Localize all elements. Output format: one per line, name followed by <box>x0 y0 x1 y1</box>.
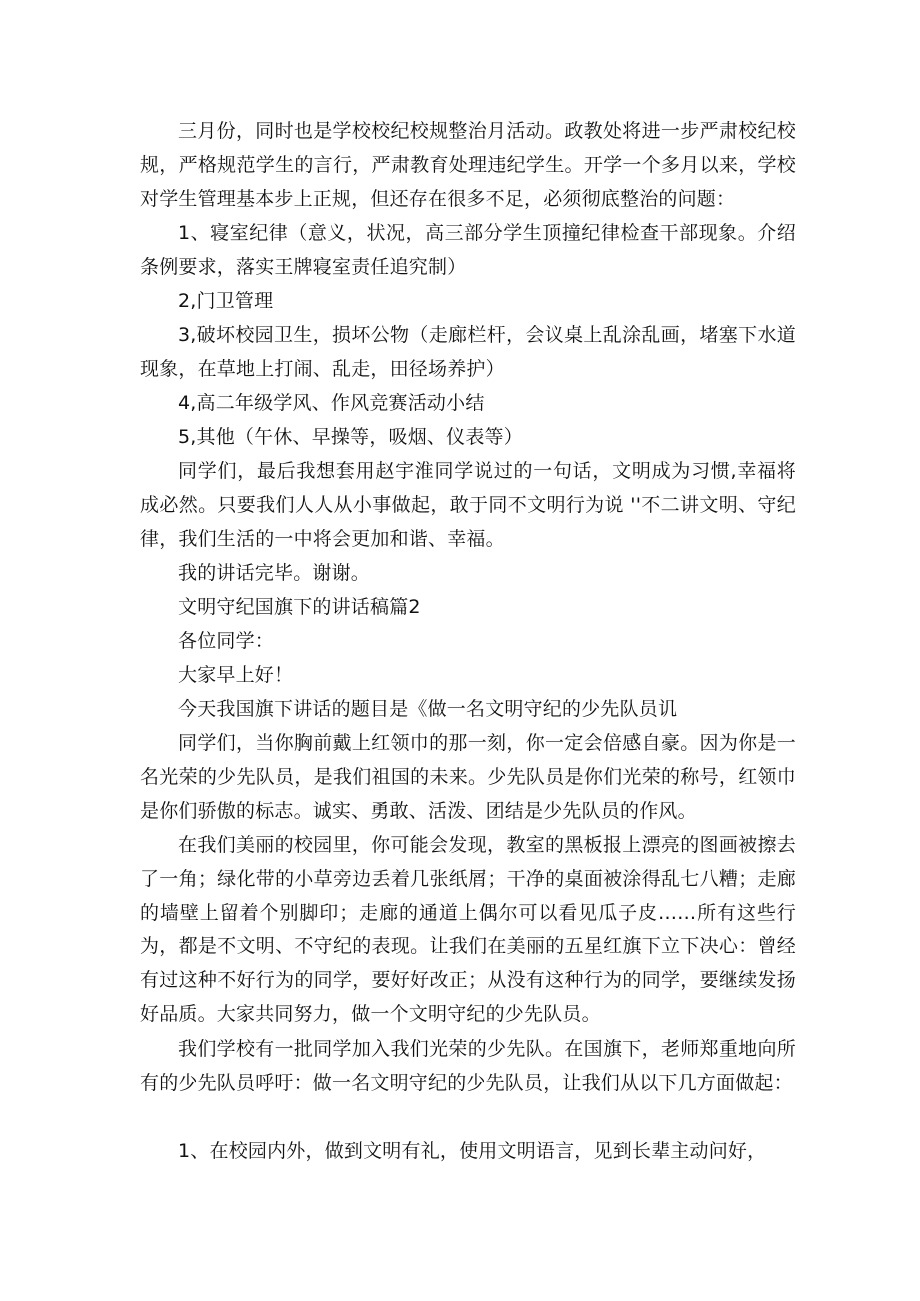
paragraph-3: 2,门卫管理 <box>178 290 274 312</box>
paragraph-16: 1、在校园内外，做到文明有礼，使用文明语言，见到长辈主动问好， <box>178 1140 767 1162</box>
paragraph-6: 5,其他（午休、早操等，吸烟、仪表等） <box>178 426 523 448</box>
paragraph-2: 1、寝室纪律（意义，状况，高三部分学生顶撞纪律检查干部现象。介绍条例要求，落实王牌寝室责任追究制） <box>140 222 796 278</box>
paragraph-8: 我的讲话完毕。谢谢。 <box>178 562 371 584</box>
salutation: 各位同学： <box>178 630 275 652</box>
paragraph-4: 3,破坏校园卫生，损坏公物（走廊栏杆，会议桌上乱涂乱画，堵塞下水道现象，在草地上打闹、乱走，田径场养护） <box>140 324 796 380</box>
paragraph-5: 4,高二年级学风、作风竞赛活动小结 <box>178 392 485 414</box>
section-heading: 文明守纪国旗下的讲话稿篇2 <box>178 596 421 618</box>
paragraph-14: 在我们美丽的校园里，你可能会发现，教室的黑板报上漂亮的图画被擦去了一角；绿化带的小草旁边丢着几张纸屑；干净的桌面被涂得乱七八糟；走廊的墙壁上留着个别脚印；走廊的通道上偶尔可以看见瓜子皮……所有这些行为，都是不文明、不守纪的表现。让我们在美丽的五星红旗下立下决心：曾经有过这种不好行为的同学，要好好改正；从没有这种行为的同学，要继续发扬好品质。大家共同努力，做一个文明守纪的少先队员。 <box>140 834 796 1025</box>
paragraph-15: 我们学校有一批同学加入我们光荣的少先队。在国旗下，老师郑重地向所有的少先队员呼吁：做一名文明守纪的少先队员，让我们从以下几方面做起： <box>140 1038 796 1094</box>
paragraph-1: 三月份，同时也是学校校纪校规整治月活动。政教处将进一步严肃校纪校规，严格规范学生的言行，严肃教育处理违纪学生。开学一个多月以来，学校对学生管理基本步上正规，但还存在很多不足，必须彻底整治的问题： <box>140 120 796 210</box>
paragraph-13: 同学们，当你胸前戴上红领巾的那一刻，你一定会倍感自豪。因为你是一名光荣的少先队员，是我们祖国的未来。少先队员是你们光荣的称号，红领巾是你们骄傲的标志。诚实、勇敢、活泼、团结是少先队员的作风。 <box>140 732 796 822</box>
speech-topic: 今天我国旗下讲话的题目是《做一名文明守纪的少先队员讥 <box>178 698 678 720</box>
paragraph-7: 同学们，最后我想套用赵宇淮同学说过的一句话，文明成为习惯,幸福将成必然。只要我们人人从小事做起，敢于同不文明行为说 ''不二讲文明、守纪律，我们生活的一中将会更加和谐、幸福。 <box>140 460 796 550</box>
greeting: 大家早上好！ <box>178 664 294 686</box>
